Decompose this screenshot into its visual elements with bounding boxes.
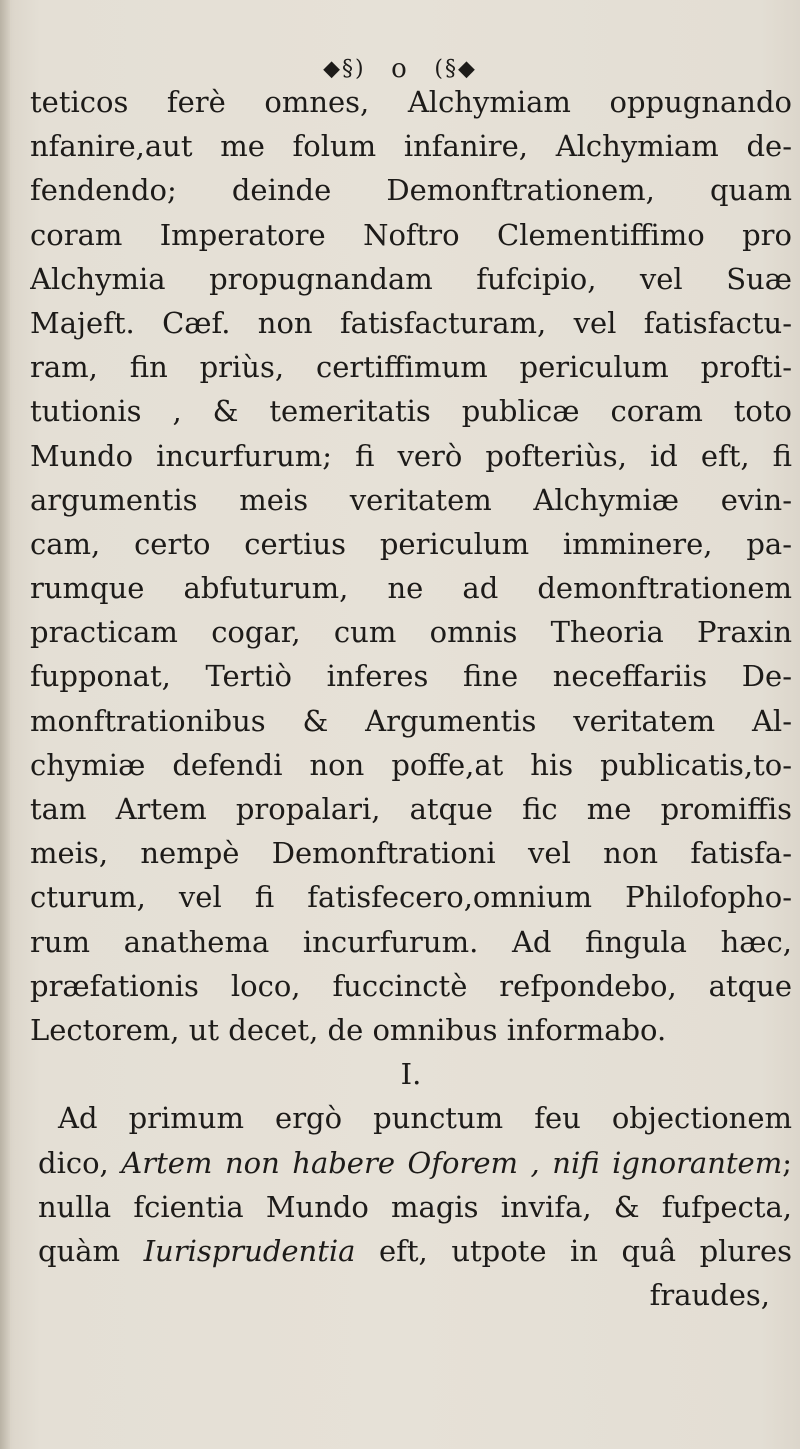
text-line: rum anathema incurfurum. Ad fingula hæc, xyxy=(30,924,792,959)
text-line: fupponat, Tertiò inferes fine neceffariis De- xyxy=(30,659,792,694)
italic-run: Iurisprudentia xyxy=(143,1233,356,1268)
text-line: meis, nempè Demonftrationi vel non fatisfa- xyxy=(30,836,792,871)
italic-run: Artem non habere Oforem , nifi ignorantem xyxy=(121,1145,783,1180)
text-line: Ad primum ergò punctum feu objectionem xyxy=(58,1101,792,1136)
text-line: practicam cogar, cum omnis Theoria Praxin xyxy=(30,615,792,650)
text-run: ; xyxy=(782,1145,792,1180)
text-line: ram, fin priùs, certiffimum periculum profti- xyxy=(30,350,792,385)
text-line: coram Imperatore Noftro Clementiffimo pro xyxy=(30,217,792,252)
text-run: eft, utpote in quâ plures xyxy=(355,1233,792,1268)
body-text xyxy=(30,80,792,1317)
text-line: Alchymia propugnandam fufcipio, vel Suæ xyxy=(30,261,792,296)
text-run: quàm xyxy=(38,1233,144,1268)
text-line: Mundo incurfurum; fi verò pofteriùs, id eft, fi xyxy=(30,438,792,473)
text-line: tutionis , & temeritatis publicæ coram toto xyxy=(30,394,792,429)
text-line: nulla fcientia Mundo magis invifa, & fufpecta, xyxy=(38,1189,792,1224)
text-line: tam Artem propalari, atque fic me promiffis xyxy=(30,792,792,826)
header-ornament-right: (§◆ xyxy=(434,56,477,82)
header-ornament-left: ◆§) xyxy=(323,56,366,82)
text-run: dico, xyxy=(38,1145,122,1180)
text-line: Majeft. Cæf. non fatisfacturam, vel fatisfactu- xyxy=(30,305,792,340)
catchword: fraudes, xyxy=(649,1278,770,1313)
text-line xyxy=(30,1141,792,1185)
text-line: cam, certo certius periculum imminere, pa- xyxy=(30,526,792,561)
text-line: rumque abfuturum, ne ad demonftrationem xyxy=(30,571,792,606)
text-line: fendendo; deinde Demonftrationem, quam xyxy=(30,173,792,208)
section-number: I. xyxy=(400,1057,422,1092)
text-line: monftrationibus & Argumentis veritatem Al- xyxy=(30,703,792,738)
text-line: cturum, vel fi fatisfecero,omnium Philofopho- xyxy=(30,880,792,915)
text-line: argumentis meis veritatem Alchymiæ evin- xyxy=(30,482,792,517)
text-line: teticos ferè omnes, Alchymiam oppugnando xyxy=(30,85,792,119)
text-line: præfationis loco, fuccinctè refpondebo, atque xyxy=(30,968,792,1003)
page-number: o xyxy=(391,54,409,84)
text-line xyxy=(30,1229,792,1273)
text-line: Lectorem, ut decet, de omnibus informabo. xyxy=(30,1012,667,1047)
text-line: nfanire,aut me folum infanire, Alchymiam de- xyxy=(30,129,792,164)
page-gutter xyxy=(0,0,10,1449)
text-line: chymiæ defendi non poffe,at his publicatis,to- xyxy=(30,747,792,782)
